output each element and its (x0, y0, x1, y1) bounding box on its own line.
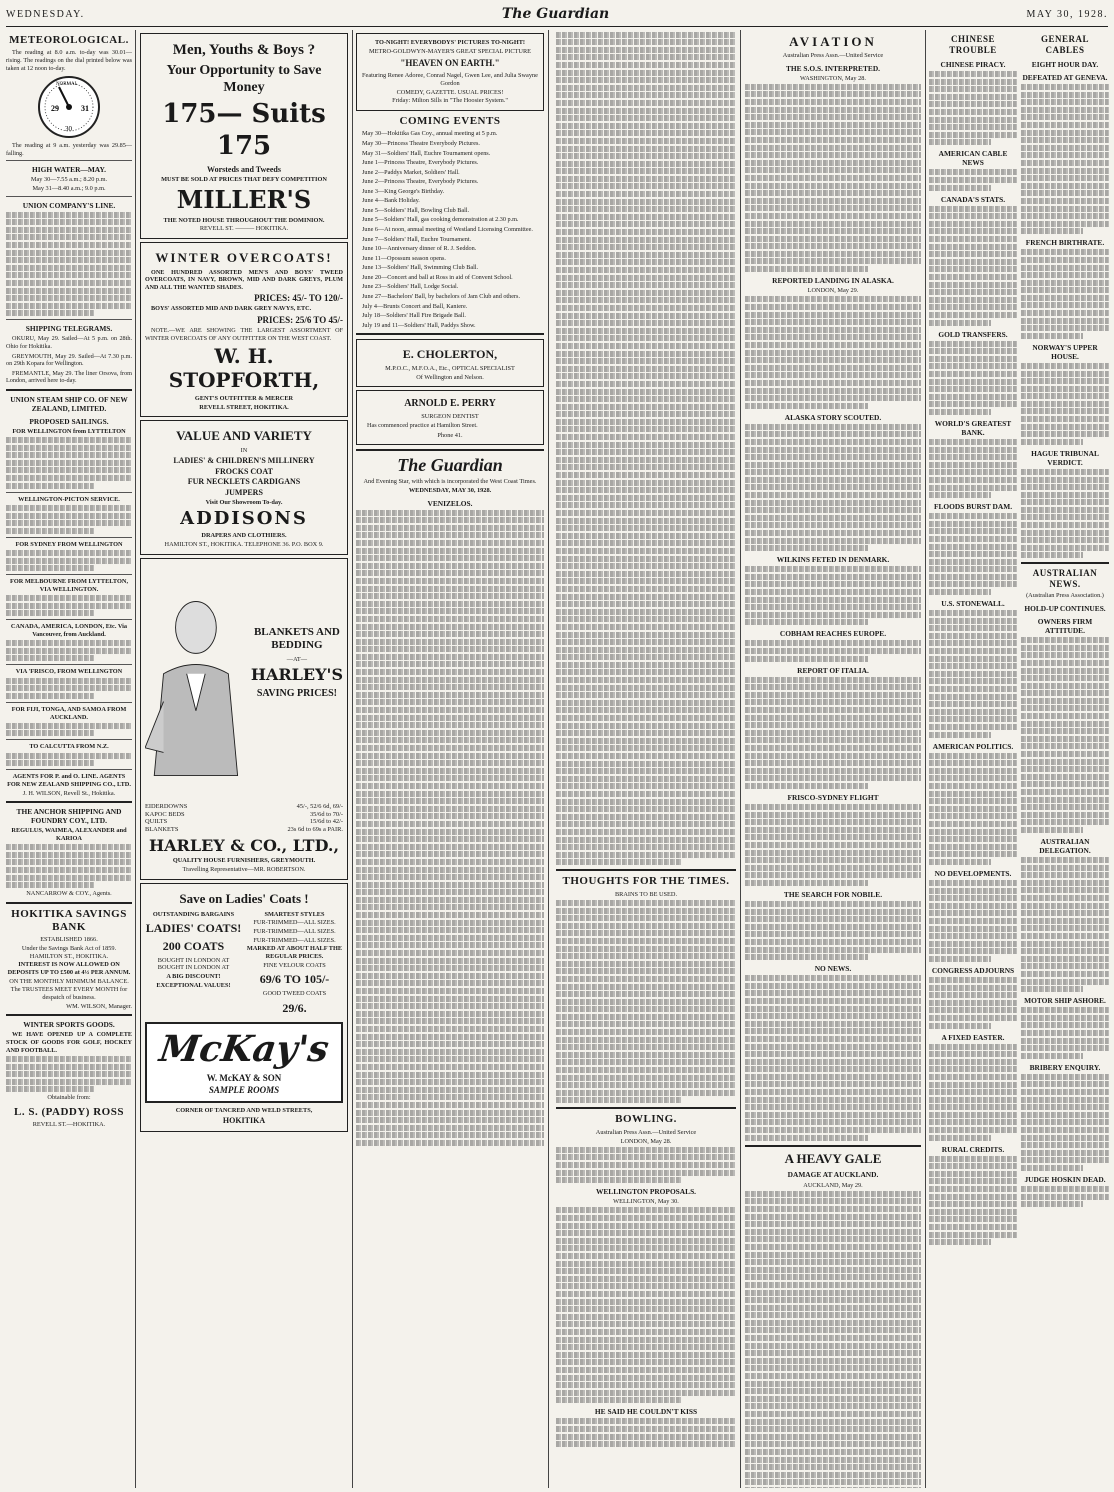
friday-line: Friday: Milton Sills in "The Hoosier System." (392, 97, 508, 105)
column-advertisements (140, 30, 348, 1488)
harley-company: HARLEY & CO., LTD., (148, 835, 340, 855)
aviation-assn: Australian Press Assn.—United Service (782, 51, 884, 59)
column-rule (548, 30, 549, 1488)
worsted-line: Worsteds and Tweeds (207, 164, 281, 174)
mckay-son: W. McKAY & SON (206, 1073, 282, 1084)
price-item: KAPOC BEDS (145, 810, 185, 818)
blankets-title: BLANKETS AND BEDDING (253, 625, 340, 652)
holdup-heading: HOLD-UP CONTINUES. (1024, 604, 1106, 614)
gauge-right-label: 31 (81, 104, 89, 114)
overcoats-description: ONE HUNDRED ASSORTED MEN'S AND BOYS' TWEED OVERCOATS, IN NAVY, BROWN, MID AND DARK GREYS, PLUM AND ALL THE WANTED SHADES. (145, 268, 343, 291)
bank-interest: INTEREST IS NOW ALLOWED ON DEPOSITS UP TO £500 at 4½ PER ANNUM. (7, 961, 131, 977)
bought-in-london: BOUGHT IN LONDON AT BOUGHT IN LONDON AT (157, 956, 230, 972)
mckay-script: McKay's (156, 1028, 332, 1071)
norway-heading: NORWAY'S UPPER HOUSE. (1032, 342, 1098, 361)
sos-dateline: WASHINGTON, May 28. (800, 74, 866, 82)
perry-text: Has commenced practice at Hamilton Street. (367, 422, 478, 430)
calcutta-heading: TO CALCUTTA FROM N.Z. (29, 743, 109, 751)
millers-address: REVELL ST. ——— HOKITIKA. (199, 225, 289, 233)
event-item: June 4—Bank Holiday. (362, 197, 420, 205)
fur-trimmed: FUR-TRIMMED—ALL SIZES. (253, 936, 336, 944)
tide-line: May 31—8.40 a.m.; 9.0 p.m. (32, 184, 106, 192)
millers-logo: MILLER'S (176, 185, 312, 215)
guardian-subtitle: And Evening Star, with which is incorporated the West Coast Times. (363, 478, 537, 486)
save-title: Save on Ladies' Coats ! (179, 890, 309, 906)
tweed-price: 29/6. (282, 1000, 307, 1015)
perry-advertisement (356, 390, 544, 445)
price-item: EIDERDOWNS (145, 802, 188, 810)
piracy-heading: CHINESE PIRACY. (940, 59, 1006, 69)
column-rule (740, 30, 741, 1488)
event-item: June 11—Opossum season opens. (362, 254, 446, 262)
event-item: June 3—King George's Birthday. (362, 187, 445, 195)
canada-stats-heading: CANADA'S STATS. (940, 194, 1006, 204)
bowling-heading: BOWLING. (615, 1113, 677, 1126)
price-value: 23s 6d to 69s a PAIR. (287, 826, 343, 834)
stonewall-heading: U.S. STONEWALL. (941, 599, 1005, 609)
thoughts-heading: THOUGHTS FOR THE TIMES. (562, 875, 730, 888)
value-title: VALUE AND VARIETY (176, 428, 312, 444)
column-rule (135, 30, 136, 1488)
event-item: June 10—Anniversary dinner of R. J. Seddon. (362, 245, 477, 253)
congress-heading: CONGRESS ADJOURNS (931, 965, 1015, 975)
general-cables-column (1021, 30, 1109, 1247)
general-cables-heading: GENERAL CABLES (1040, 34, 1089, 55)
savings-bank-heading: HOKITIKA SAVINGS BANK (11, 907, 127, 933)
thoughts-byline: BRAINS TO BE USED. (614, 890, 678, 898)
stopforth-address: REVELL STREET, HOKITIKA. (199, 403, 289, 411)
value-visit: Visit Our Showroom To-day. (205, 498, 283, 506)
hague-heading: HAGUE TRIBUNAL VERDICT. (1031, 448, 1099, 467)
cable-news-heading: AMERICAN CABLE NEWS (938, 149, 1008, 168)
value-line: JUMPERS (225, 488, 263, 497)
no-developments-heading: NO DEVELOPMENTS. (934, 868, 1012, 878)
wilkins-heading: WILKINS FETED IN DENMARK. (776, 555, 890, 565)
big-discount: A BIG DISCOUNT! (166, 972, 221, 980)
politics-heading: AMERICAN POLITICS. (932, 741, 1014, 751)
ross-name: L. S. (PADDY) ROSS (14, 1105, 124, 1118)
mckay-hokitika: HOKITIKA (222, 1115, 266, 1125)
overcoats-note: NOTE.—WE ARE SHOWING THE LARGEST ASSORTMENT OF WINTER OVERCOATS OF ANY OUTFITTER ON THE WEST COAST. (145, 326, 343, 342)
harley-representative: Travelling Representative—MR. ROBERTSON. (182, 866, 306, 874)
cholerton-advertisement (356, 339, 544, 387)
addisons-address: HAMILTON ST., HOKITIKA. TELEPHONE 36. P.O. BOX 9. (164, 541, 324, 549)
anchor-agents: NANCARROW & COY., Agents. (26, 889, 112, 897)
value-in: IN (240, 447, 248, 455)
ladies-coats-advertisement (140, 883, 348, 1132)
wellington-from-lyttelton: FOR WELLINGTON from LYTTELTON (12, 427, 126, 435)
high-water-heading: HIGH WATER—MAY. (32, 165, 106, 175)
event-item: June 27—Bachelors' Ball, by bachelors of Jam Club and others. (362, 292, 521, 300)
alaska-story-heading: ALASKA STORY SCOUTED. (784, 412, 882, 422)
harley-subtitle: QUALITY HOUSE FURNISHERS, GREYMOUTH. (172, 857, 316, 865)
exceptional-values: EXCEPTIONAL VALUES! (156, 981, 231, 989)
anchor-shipping-heading: THE ANCHOR SHIPPING AND FOUNDRY COY., LTD. (16, 807, 122, 826)
velour-price: 69/6 TO 105/- (259, 972, 330, 987)
cholerton-of: Of Wellington and Nelson. (416, 373, 484, 381)
bank-act: Under the Savings Bank Act of 1859. HAMILTON ST., HOKITIKA. (21, 945, 117, 960)
event-item: May 30—Hokitika Gas Coy., annual meeting at 5 p.m. (362, 130, 498, 138)
bowling-assn: Australian Press Assn.—United Service (595, 1128, 697, 1136)
smartest-styles: SMARTEST STYLES (264, 910, 325, 918)
column-cables (929, 30, 1109, 1488)
worlds-bank-heading: WORLD'S GREATEST BANK. (934, 418, 1012, 437)
event-item: June 1—Princess Theatre, Everybody Pictures. (362, 159, 479, 167)
alaska-heading: REPORTED LANDING IN ALASKA. (772, 276, 894, 286)
gauge-normal-label: NORMAL (56, 82, 78, 88)
birthrate-heading: FRENCH BIRTHRATE. (1025, 238, 1105, 248)
price-item: BLANKETS (145, 826, 179, 834)
velour-coats: FINE VELOUR COATS (263, 961, 326, 969)
fiji-heading: FOR FIJI, TONGA, AND SAMOA FROM AUCKLAND. (11, 705, 127, 721)
easter-heading: A FIXED EASTER. (941, 1032, 1005, 1042)
event-item: June 20—Concert and ball at Ross in aid of Convent School. (362, 273, 513, 281)
event-item: June 13—Soldiers' Hall, Swimming Club Ball. (362, 264, 479, 272)
meteorological-text: The reading at 8.0 a.m. to-day was 30.01—rising. The readings on the dial printed below was taken at 12 noon to-day. (6, 49, 132, 72)
australian-assn: (Australian Press Association.) (1026, 592, 1104, 600)
proposals-heading: WELLINGTON PROPOSALS. (595, 1187, 697, 1197)
owners-heading: OWNERS FIRM ATTITUDE. (1037, 617, 1093, 636)
search-nobile-heading: THE SEARCH FOR NOBILE. (783, 889, 883, 899)
stopforth-advertisement (140, 242, 348, 417)
fur-trimmed: FUR-TRIMMED—ALL SIZES. (253, 928, 336, 936)
eight-hour-heading: EIGHT HOUR DAY. (1031, 59, 1099, 69)
shipping-telegrams-heading: SHIPPING TELEGRAMS. (25, 324, 113, 334)
chinese-heading: CHINESE TROUBLE (949, 34, 997, 55)
delegation-heading: AUSTRALIAN DELEGATION. (1039, 836, 1091, 856)
harleys-advertisement (140, 558, 348, 880)
alaska-dateline: LONDON, May 29. (807, 287, 859, 295)
heavy-gale-heading: A HEAVY GALE (784, 1150, 882, 1166)
millers-advertisement (140, 33, 348, 239)
pictures-advertisement (356, 33, 544, 111)
heaven-on-earth: "HEAVEN ON EARTH." (400, 58, 500, 69)
millers-subtitle: THE NOTED HOUSE THROUGHOUT THE DOMINION. (163, 216, 325, 224)
column-news (556, 30, 736, 1488)
bank-manager: WM. WILSON, Manager. (66, 1002, 132, 1010)
good-tweed: GOOD TWEED COATS (262, 990, 327, 998)
suits-count: 175— Suits 175 (162, 99, 326, 162)
gauge-left-label: 29 (51, 104, 59, 114)
value-line: FROCKS COAT (215, 466, 273, 476)
mgm-line: METRO-GOLDWYN-MAYER'S GREAT SPECIAL PICTURE (368, 47, 531, 55)
event-item: June 5—Soldiers' Hall, Bowling Club Ball. (362, 206, 470, 214)
agents-heading: AGENTS FOR P. and O. LINE. AGENTS FOR NEW ZEALAND SHIPPING CO., LTD. (7, 773, 131, 788)
event-item: June 5—Soldiers' Hall, gas cooking demonstration at 2.30 p.m. (362, 216, 519, 224)
men-youths-title: Men, Youths & Boys ? (172, 42, 316, 58)
guardian-date: WEDNESDAY, MAY 30, 1928. (408, 486, 492, 494)
overcoats-title: WINTER OVERCOATS! (155, 249, 333, 265)
anchor-ships: REGULUS, WAIMEA, ALEXANDER and KARIOA (11, 827, 127, 843)
frisco-sydney-heading: FRISCO-SYDNEY FLIGHT (787, 792, 879, 802)
italia-heading: REPORT OF ITALIA. (797, 665, 869, 675)
stopforth-name: W. H. STOPFORTH, (168, 344, 320, 393)
event-item: May 31—Soldiers' Hall, Euchre Tournament opens. (362, 149, 491, 157)
mckay-logo (145, 1022, 343, 1103)
bank-established: ESTABLISHED 1866. (40, 936, 98, 944)
price-value: 35/6d to 70/- (309, 810, 343, 818)
proposed-sailings: PROPOSED SAILINGS. (29, 416, 109, 426)
bank-monthly: ON THE MONTHLY MINIMUM BALANCE. (9, 977, 129, 985)
addisons-name: ADDISONS (180, 508, 308, 530)
bargains: OUTSTANDING BARGAINS (152, 910, 235, 918)
masthead-title: The Guardian (501, 6, 610, 23)
event-item: June 23—Soldiers' Hall, Lodge Social. (362, 283, 459, 291)
gale-subheading: DAMAGE AT AUCKLAND. (787, 1170, 879, 1180)
guardian-title: The Guardian (397, 455, 503, 476)
value-line: FUR NECKLETS CARDIGANS (187, 477, 301, 487)
event-item: June 7—Soldiers' Hall, Euchre Tournament. (362, 235, 472, 243)
ross-address: REVELL ST.—HOKITIKA. (32, 1121, 106, 1129)
marked-half: MARKED AT ABOUT HALF THE REGULAR PRICES. (246, 945, 343, 961)
sample-rooms: SAMPLE ROOMS (208, 1085, 280, 1096)
winter-sports-text: WE HAVE OPENED UP A COMPLETE STOCK OF GOODS FOR GOLF, HOCKEY AND FOOTBALL. (6, 1031, 132, 1054)
addisons-advertisement (140, 420, 348, 555)
stopforth-subtitle: GENT'S OUTFITTER & MERCER (194, 394, 294, 402)
sos-heading: THE S.O.S. INTERPRETED. (785, 63, 881, 73)
featuring: Featuring Renee Adoree, Conrad Nagel, Gwen Lee, and Julia Swayne Gordon (362, 72, 538, 87)
overcoats-price: PRICES: 45/- TO 120/- (254, 293, 343, 304)
meteorological-heading: METEOROLOGICAL. (9, 34, 129, 46)
perry-phone: Phone 41. (437, 431, 463, 439)
proposals-dateline: WELLINGTON, May 30. (613, 1198, 679, 1206)
two-hundred-coats: 200 COATS (162, 938, 225, 953)
tonight-banner: TO-NIGHT! EVERYBODYS' PICTURES TO-NIGHT! (374, 39, 526, 46)
meteorological-yesterday: The reading at 9 a.m. yesterday was 29.85—falling. (6, 142, 132, 157)
event-item: June 2—Paddys Market, Soldiers' Hall. (362, 168, 460, 176)
event-item: June 6—At noon, annual meeting of Westland Licensing Committee. (362, 226, 533, 234)
salesman-illustration-icon (145, 563, 247, 803)
opportunity-line: Your Opportunity to Save Money (166, 63, 322, 96)
addisons-subtitle: DRAPERS AND CLOTHIERS. (201, 532, 287, 540)
coming-events-heading: COMING EVENTS (399, 115, 501, 127)
masthead-date: MAY 30, 1928. (1026, 8, 1108, 20)
motor-ship-heading: MOTOR SHIP ASHORE. (1024, 996, 1106, 1006)
melbourne-heading: FOR MELBOURNE FROM LYTTELTON, VIA WELLINGTON. (9, 578, 129, 593)
event-item: July 4—Brunts Concert and Ball, Kaniere. (362, 302, 468, 310)
venizelos-heading: VENIZELOS. (427, 498, 473, 508)
masthead (6, 4, 1108, 27)
boys-price: PRICES: 25/6 TO 45/- (257, 315, 343, 325)
gauge-center-label: 30 (65, 125, 72, 134)
price-value: 15/6d to 42/- (309, 818, 343, 826)
bank-trustees: The TRUSTEES MEET EVERY MONTH for despatch of business. (10, 986, 128, 1002)
ross-obtainable: Obtainable from: (47, 1094, 91, 1102)
event-item: May 30—Princess Theatre Everybody Pictures. (362, 139, 480, 147)
price-item: QUILTS (145, 818, 168, 826)
gale-dateline: AUCKLAND, May 29. (803, 1181, 863, 1189)
wellington-picton-heading: WELLINGTON-PICTON SERVICE. (18, 495, 120, 503)
defeated-heading: DEFEATED AT GENEVA. (1022, 72, 1108, 82)
column-rule (925, 30, 926, 1488)
agent-name: J. H. WILSON, Revell St., Hokitika. (22, 789, 116, 797)
blankets-at: —AT— (286, 655, 308, 663)
shipping-item: FREMANTLE, May 29. The liner Orsova, from London, arrived here to-day. (6, 369, 132, 385)
shipping-item: OKURU, May 29. Sailed—At 5 p.m. on 28th. Ohio for Hokitika. (6, 335, 132, 350)
cobham-heading: COBHAM REACHES EUROPE. (779, 629, 887, 639)
canada-heading: CANADA, AMERICA, LONDON, Etc. Via Vancouver, from Auckland. (10, 623, 128, 638)
rural-credits-heading: RURAL CREDITS. (941, 1144, 1005, 1154)
floods-heading: FLOODS BURST DAM. (933, 502, 1013, 512)
gold-heading: GOLD TRANSFERS. (938, 329, 1008, 339)
judge-heading: JUDGE HOSKIN DEAD. (1024, 1174, 1106, 1184)
harleys-name: HARLEY'S (250, 665, 343, 685)
event-item: July 19 and 11—Soldiers' Hall, Paddys Show. (362, 321, 476, 329)
event-item: July 18—Soldiers' Hall Fire Brigade Ball. (362, 312, 466, 320)
perry-sub: SURGEON DENTIST (421, 413, 479, 421)
column-aviation (745, 30, 921, 1488)
barometer-dial-icon (37, 75, 101, 139)
column-events (356, 30, 544, 1488)
boys-overcoats: BOYS' ASSORTED MID AND DARK GREY NAVYS, ETC. (151, 305, 312, 313)
winter-sports-heading: WINTER SPORTS GOODS. (23, 1020, 115, 1030)
mckay-corner: CORNER OF TANCRED AND WELD STREETS, (175, 1107, 313, 1115)
union-line-heading: UNION COMPANY'S LINE. (22, 200, 116, 210)
price-value: 45/-, 52/6 6d, 69/- (296, 802, 343, 810)
bowling-dateline: LONDON, May 28. (620, 1137, 672, 1145)
fur-trimmed: FUR-TRIMMED—ALL SIZES. (253, 919, 336, 927)
cholerton-sub: M.P.O.C., M.F.O.A., Etc., OPTICAL SPECIALIST (385, 364, 515, 372)
bribery-heading: BRIBERY ENQUIRY. (1029, 1062, 1101, 1072)
perry-name: ARNOLD E. PERRY (404, 398, 496, 410)
column-shipping (6, 30, 132, 1488)
aviation-heading: AVIATION (789, 34, 877, 49)
sydney-heading: FOR SYDNEY FROM WELLINGTON (15, 540, 123, 548)
cholerton-name: E. CHOLERTON, (402, 347, 498, 362)
masthead-day: WEDNESDAY. (6, 8, 85, 20)
australian-news-heading: AUSTRALIAN NEWS. (1032, 568, 1098, 590)
chinese-column (929, 30, 1017, 1247)
ladies-coats: LADIES' COATS! (145, 921, 242, 936)
event-item: June 2—Princess Theatre, Everybody Pictures. (362, 178, 479, 186)
value-line: LADIES' & CHILDREN'S MILLINERY (173, 455, 315, 465)
couldnt-kiss-heading: HE SAID HE COULDN'T KISS (594, 1407, 698, 1417)
comedy-line: COMEDY, GAZETTE. USUAL PRICES! (396, 88, 504, 96)
union-steam-ship-heading: UNION STEAM SHIP CO. OF NEW ZEALAND, LIMITED. (10, 394, 128, 413)
must-be-sold: MUST BE SOLD AT PRICES THAT DEFY COMPETITION (161, 175, 327, 183)
frisco-heading: VIA 'FRISCO, FROM WELLINGTON (15, 668, 123, 676)
tide-line: May 30—7.55 a.m.; 8.20 p.m. (30, 176, 108, 184)
column-rule (352, 30, 353, 1488)
saving-prices: SAVING PRICES! (256, 687, 337, 699)
shipping-item: GREYMOUTH, May 29. Sailed—At 7.30 p.m. on 29th Kopara for Wellington. (6, 352, 132, 368)
no-news-heading: NO NEWS. (814, 964, 852, 974)
